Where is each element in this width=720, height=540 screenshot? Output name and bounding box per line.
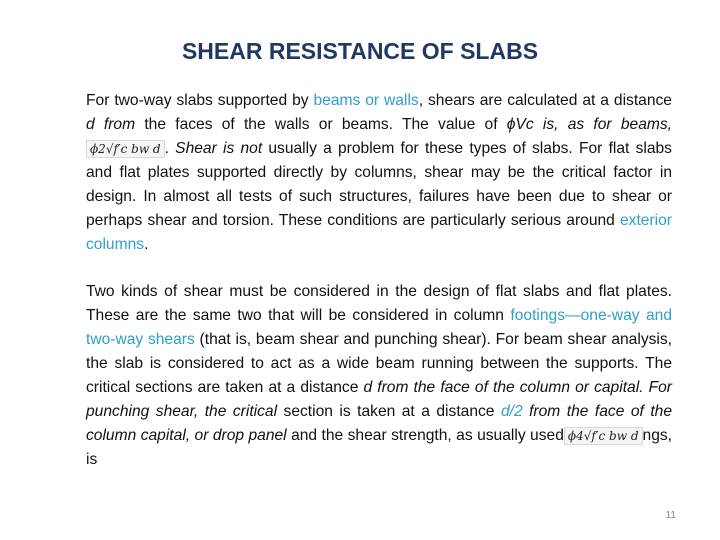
p1-text-2: , shears are calculated at a distance bbox=[418, 92, 672, 109]
p2-text-5: ngs, is bbox=[86, 427, 672, 468]
p1-text-3: the faces of the walls or beams. The value of bbox=[144, 116, 507, 133]
p1-text-6: . bbox=[144, 236, 149, 253]
p2-highlight-footings: footings—one-way and two-way shears bbox=[86, 307, 672, 348]
p2-highlight-d-half: d/2 bbox=[500, 403, 523, 420]
p2-text-2: (that is, beam shear and punching shear). For beam shear analysis, the slab is considered to act as a wide beam running between the supports. The critical sections are taken at a distance bbox=[86, 331, 673, 396]
p2-italic-d-from-face: d from the face of the column or capital. For punching shear, the critical bbox=[86, 379, 672, 420]
paragraph-1 bbox=[86, 89, 672, 257]
p2-text-4: and the shear strength, as usually used bbox=[286, 427, 564, 444]
p1-highlight-beams-or-walls: beams or walls bbox=[313, 92, 419, 109]
p2-text-3: section is taken at a distance bbox=[283, 403, 501, 420]
p1-italic-shear-is-not: Shear is not bbox=[175, 140, 269, 157]
paragraph-2 bbox=[86, 280, 672, 472]
formula-image-1: ϕ2√f′c bw d bbox=[86, 140, 165, 158]
p2-text-1: Two kinds of shear must be considered in the design of flat slabs and flat plates. These are the same two that will be considered in column bbox=[86, 283, 672, 324]
p2-italic-column-capital: from the face of the column capital, or drop panel bbox=[86, 403, 673, 444]
p1-italic-d-from: d from bbox=[86, 116, 145, 133]
p1-text-5: usually a problem for these types of slabs. For flat slabs and flat plates supported directly by columns, shear may be the critical factor in design. In almost all tests of such structures, failures have been due to shear or perhaps shear and torsion. These conditions are particularly serious around bbox=[86, 140, 672, 229]
page-number: 11 bbox=[665, 510, 676, 521]
p1-text-4: . bbox=[164, 140, 176, 157]
slide-title: SHEAR RESISTANCE OF SLABS bbox=[181, 38, 539, 64]
formula-image-2: ϕ4√f′c bw d bbox=[564, 427, 643, 445]
p1-italic-phi-vc: ϕVc is, as for beams, bbox=[506, 116, 672, 133]
p1-text-1: For two-way slabs supported by bbox=[86, 92, 314, 109]
p1-highlight-exterior-columns: exterior columns bbox=[86, 212, 672, 253]
